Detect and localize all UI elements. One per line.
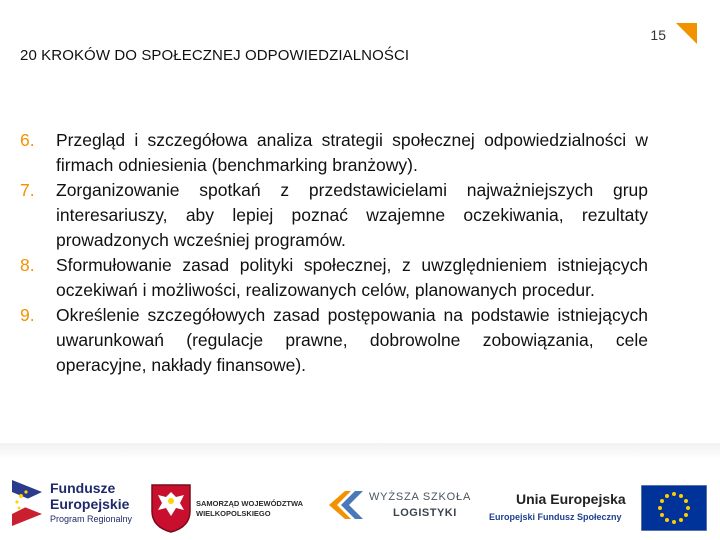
samorzad-line2: WIELKOPOLSKIEGO — [196, 509, 271, 518]
fundusze-flag-icon — [10, 478, 44, 528]
wsl-logo — [325, 487, 485, 527]
wsl-line2: LOGISTYKI — [393, 507, 457, 519]
samorzad-line1: SAMORZĄD WOJEWÓDZTWA — [196, 499, 304, 508]
step-number: 9. — [20, 305, 35, 325]
steps-list — [20, 128, 648, 378]
list-item — [20, 178, 648, 253]
coat-of-arms-icon — [150, 483, 192, 533]
fundusze-line2: Europejskie — [50, 496, 130, 512]
ue-line2: Europejski Fundusz Społeczny — [489, 512, 622, 522]
ue-line1: Unia Europejska — [516, 491, 626, 507]
eu-flag-icon — [641, 485, 707, 531]
list-item — [20, 303, 648, 378]
fundusze-line1: Fundusze — [50, 480, 116, 496]
step-text: Sformułowanie zasad polityki społecznej, z uwzględnieniem istniejących oczekiwań i możliwości, realizowanych celów, planowanych procedur. — [56, 255, 648, 300]
list-item — [20, 253, 648, 303]
step-number: 7. — [20, 180, 35, 200]
fundusze-line3: Program Regionalny — [50, 514, 133, 524]
corner-triangle-icon — [676, 23, 697, 44]
slide-title: 20 KROKÓW DO SPOŁECZNEJ ODPOWIEDZIALNOŚCI — [20, 47, 410, 64]
step-text: Przegląd i szczegółowa analiza strategii społecznej odpowiedzialności w firmach odniesienia (benchmarking branżowy). — [56, 130, 648, 175]
wsl-line1: WYŻSZA SZKOŁA — [369, 491, 472, 503]
samorzad-logo — [150, 483, 320, 533]
step-number: 6. — [20, 130, 35, 150]
list-item — [20, 128, 648, 178]
step-number: 8. — [20, 255, 35, 275]
step-text: Zorganizowanie spotkań z przedstawicielami najważniejszych grup interesariuszy, aby lepiej poznać wzajemne oczekiwania, rezultaty prowadzonych wcześniej programów. — [56, 180, 648, 250]
logo-footer — [0, 443, 720, 540]
fundusze-europejskie-logo — [10, 475, 145, 530]
page-number: 15 — [650, 27, 666, 43]
unia-europejska-logo — [488, 485, 716, 535]
step-text: Określenie szczegółowych zasad postępowania na podstawie istniejących uwarunkowań (regulacje prawne, dobrowolne zobowiązania, cele operacyjne, nakłady finansowe). — [56, 305, 648, 375]
wsl-chevron-icon — [325, 487, 367, 523]
